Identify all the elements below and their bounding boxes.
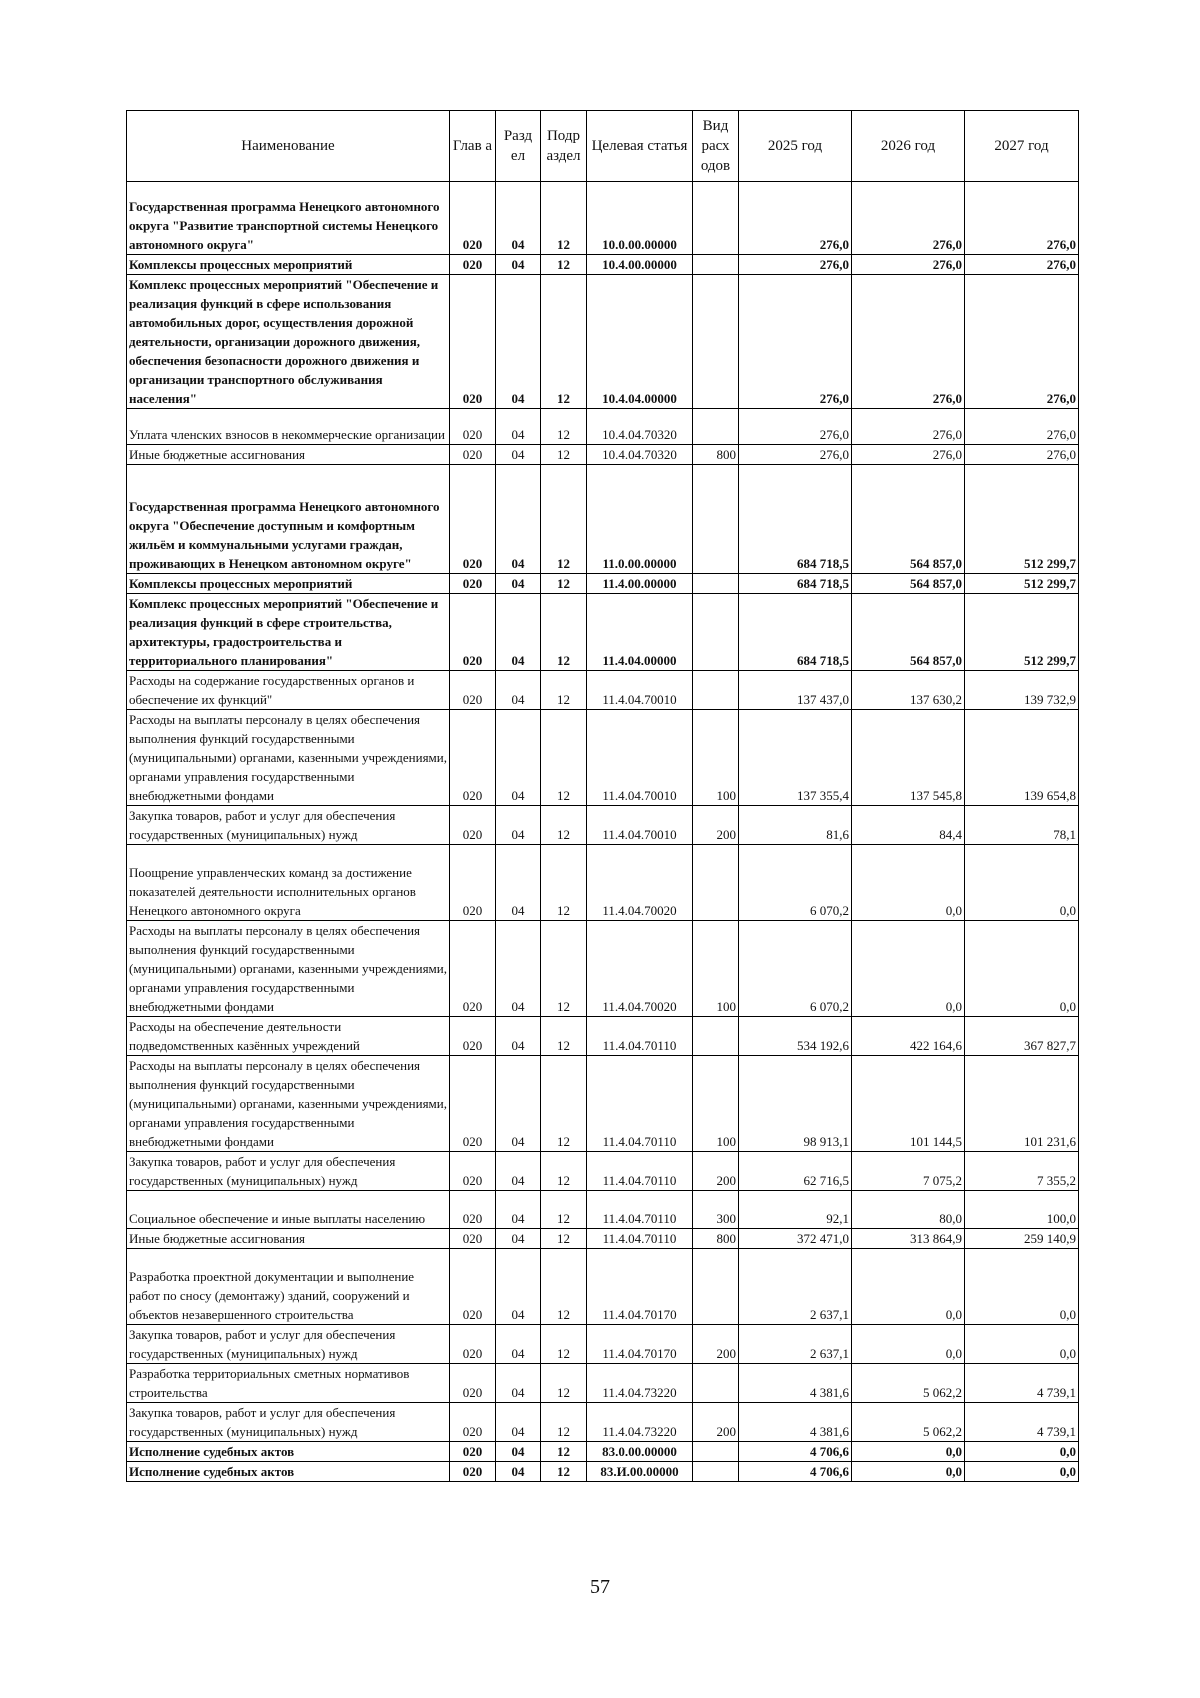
table-row <box>127 1229 1079 1249</box>
row-2026: 313 864,9 <box>852 1229 965 1249</box>
row-2026: 137 630,2 <box>852 671 965 710</box>
row-razdel: 04 <box>496 1442 541 1462</box>
row-name: Комплекс процессных мероприятий "Обеспечение и реализация функций в сфере использования автомобильных дорог, осуществления дорожной деятельности, организации дорожного движения, обеспечения безопасности дорожного движения и организации транспортного обслуживания населения" <box>127 275 450 409</box>
table-row <box>127 1191 1079 1229</box>
table-row <box>127 445 1079 465</box>
row-2025: 137 437,0 <box>739 671 852 710</box>
row-2026: 0,0 <box>852 1462 965 1482</box>
row-podrazdel: 12 <box>541 1191 587 1229</box>
header-target: Целевая статья <box>587 111 693 182</box>
row-vid: 800 <box>693 1229 739 1249</box>
table-row <box>127 1325 1079 1364</box>
row-vid <box>693 465 739 574</box>
row-2026: 80,0 <box>852 1191 965 1229</box>
row-2027: 0,0 <box>965 921 1079 1017</box>
row-name: Закупка товаров, работ и услуг для обеспечения государственных (муниципальных) нужд <box>127 1403 450 1442</box>
row-name: Закупка товаров, работ и услуг для обеспечения государственных (муниципальных) нужд <box>127 1325 450 1364</box>
row-2027: 0,0 <box>965 1325 1079 1364</box>
row-glava: 020 <box>450 1364 496 1403</box>
row-2026: 5 062,2 <box>852 1403 965 1442</box>
row-name: Закупка товаров, работ и услуг для обеспечения государственных (муниципальных) нужд <box>127 806 450 845</box>
header-podrazdel: Подр аздел <box>541 111 587 182</box>
table-row <box>127 594 1079 671</box>
row-razdel: 04 <box>496 845 541 921</box>
row-glava: 020 <box>450 1462 496 1482</box>
row-glava: 020 <box>450 1056 496 1152</box>
row-2025: 81,6 <box>739 806 852 845</box>
row-razdel: 04 <box>496 465 541 574</box>
row-razdel: 04 <box>496 1249 541 1325</box>
row-podrazdel: 12 <box>541 1017 587 1056</box>
row-2025: 684 718,5 <box>739 574 852 594</box>
row-2025: 137 355,4 <box>739 710 852 806</box>
row-2025: 276,0 <box>739 275 852 409</box>
row-podrazdel: 12 <box>541 182 587 255</box>
row-razdel: 04 <box>496 574 541 594</box>
row-razdel: 04 <box>496 445 541 465</box>
row-podrazdel: 12 <box>541 1152 587 1191</box>
row-2026: 101 144,5 <box>852 1056 965 1152</box>
row-vid: 200 <box>693 806 739 845</box>
row-glava: 020 <box>450 1152 496 1191</box>
row-2025: 4 706,6 <box>739 1442 852 1462</box>
row-name: Закупка товаров, работ и услуг для обеспечения государственных (муниципальных) нужд <box>127 1152 450 1191</box>
row-podrazdel: 12 <box>541 1325 587 1364</box>
row-name: Комплексы процессных мероприятий <box>127 255 450 275</box>
row-name: Разработка территориальных сметных нормативов строительства <box>127 1364 450 1403</box>
row-2026: 137 545,8 <box>852 710 965 806</box>
row-2025: 92,1 <box>739 1191 852 1229</box>
row-name: Расходы на выплаты персоналу в целях обеспечения выполнения функций государственными (муниципальными) органами, казенными учреждениями, органами управления государственными внебюджетными фондами <box>127 710 450 806</box>
header-2026: 2026 год <box>852 111 965 182</box>
row-2025: 684 718,5 <box>739 465 852 574</box>
row-razdel: 04 <box>496 409 541 445</box>
row-name: Иные бюджетные ассигнования <box>127 1229 450 1249</box>
row-razdel: 04 <box>496 710 541 806</box>
row-target: 11.4.04.70110 <box>587 1056 693 1152</box>
row-2027: 0,0 <box>965 1462 1079 1482</box>
row-vid: 200 <box>693 1325 739 1364</box>
row-vid: 100 <box>693 1056 739 1152</box>
row-razdel: 04 <box>496 275 541 409</box>
header-vid: Вид расх одов <box>693 111 739 182</box>
row-vid: 800 <box>693 445 739 465</box>
row-name: Поощрение управленческих команд за достижение показателей деятельности исполнительных органов Ненецкого автономного округа <box>127 845 450 921</box>
row-target: 11.4.04.70010 <box>587 671 693 710</box>
row-2027: 78,1 <box>965 806 1079 845</box>
row-razdel: 04 <box>496 1056 541 1152</box>
row-podrazdel: 12 <box>541 1462 587 1482</box>
row-2025: 534 192,6 <box>739 1017 852 1056</box>
row-vid <box>693 1249 739 1325</box>
row-2026: 5 062,2 <box>852 1364 965 1403</box>
row-glava: 020 <box>450 594 496 671</box>
row-glava: 020 <box>450 1249 496 1325</box>
row-name: Государственная программа Ненецкого автономного округа "Обеспечение доступным и комфортным жильём и коммунальными услугами граждан, проживающих в Ненецком автономном округе" <box>127 465 450 574</box>
row-podrazdel: 12 <box>541 921 587 1017</box>
row-2026: 422 164,6 <box>852 1017 965 1056</box>
row-target: 11.4.04.73220 <box>587 1364 693 1403</box>
row-2027: 0,0 <box>965 1442 1079 1462</box>
row-razdel: 04 <box>496 921 541 1017</box>
row-target: 11.4.00.00000 <box>587 574 693 594</box>
row-podrazdel: 12 <box>541 845 587 921</box>
row-razdel: 04 <box>496 1229 541 1249</box>
row-2026: 0,0 <box>852 845 965 921</box>
row-target: 10.0.00.00000 <box>587 182 693 255</box>
row-razdel: 04 <box>496 1325 541 1364</box>
row-2025: 276,0 <box>739 409 852 445</box>
row-glava: 020 <box>450 710 496 806</box>
table-row <box>127 1152 1079 1191</box>
page-number: 57 <box>590 1576 610 1598</box>
row-vid: 200 <box>693 1152 739 1191</box>
row-2026: 84,4 <box>852 806 965 845</box>
row-vid <box>693 409 739 445</box>
row-2026: 0,0 <box>852 1442 965 1462</box>
row-name: Расходы на выплаты персоналу в целях обеспечения выполнения функций государственными (муниципальными) органами, казенными учреждениями, органами управления государственными внебюджетными фондами <box>127 921 450 1017</box>
row-podrazdel: 12 <box>541 255 587 275</box>
row-glava: 020 <box>450 255 496 275</box>
row-2025: 2 637,1 <box>739 1325 852 1364</box>
header-2027: 2027 год <box>965 111 1079 182</box>
budget-table <box>126 110 1079 1482</box>
table-row <box>127 465 1079 574</box>
row-2027: 4 739,1 <box>965 1403 1079 1442</box>
table-row <box>127 806 1079 845</box>
row-podrazdel: 12 <box>541 806 587 845</box>
row-target: 83.И.00.00000 <box>587 1462 693 1482</box>
row-podrazdel: 12 <box>541 1056 587 1152</box>
row-2027: 259 140,9 <box>965 1229 1079 1249</box>
row-glava: 020 <box>450 275 496 409</box>
row-glava: 020 <box>450 409 496 445</box>
row-2025: 276,0 <box>739 255 852 275</box>
row-razdel: 04 <box>496 594 541 671</box>
table-row <box>127 182 1079 255</box>
row-podrazdel: 12 <box>541 1442 587 1462</box>
row-name: Уплата членских взносов в некоммерческие организации <box>127 409 450 445</box>
table-row <box>127 574 1079 594</box>
row-glava: 020 <box>450 921 496 1017</box>
row-target: 11.4.04.70110 <box>587 1152 693 1191</box>
row-target: 11.4.04.70170 <box>587 1325 693 1364</box>
row-2025: 6 070,2 <box>739 845 852 921</box>
header-name: Наименование <box>127 111 450 182</box>
row-name: Иные бюджетные ассигнования <box>127 445 450 465</box>
row-name: Государственная программа Ненецкого автономного округа "Развитие транспортной системы Ненецкого автономного округа" <box>127 182 450 255</box>
row-target: 83.0.00.00000 <box>587 1442 693 1462</box>
row-2027: 0,0 <box>965 845 1079 921</box>
row-2026: 564 857,0 <box>852 465 965 574</box>
row-vid <box>693 275 739 409</box>
row-vid <box>693 1442 739 1462</box>
row-name: Комплекс процессных мероприятий "Обеспечение и реализация функций в сфере строительства, архитектуры, градостроительства и территориального планирования" <box>127 594 450 671</box>
row-2027: 0,0 <box>965 1249 1079 1325</box>
row-glava: 020 <box>450 806 496 845</box>
row-vid <box>693 1017 739 1056</box>
row-podrazdel: 12 <box>541 1249 587 1325</box>
row-2027: 139 654,8 <box>965 710 1079 806</box>
row-target: 11.4.04.70110 <box>587 1191 693 1229</box>
row-2025: 62 716,5 <box>739 1152 852 1191</box>
row-2025: 4 381,6 <box>739 1403 852 1442</box>
row-glava: 020 <box>450 671 496 710</box>
table-row <box>127 1056 1079 1152</box>
row-target: 11.4.04.70010 <box>587 806 693 845</box>
row-2027: 367 827,7 <box>965 1017 1079 1056</box>
row-2027: 7 355,2 <box>965 1152 1079 1191</box>
row-glava: 020 <box>450 845 496 921</box>
row-vid <box>693 1364 739 1403</box>
row-2027: 276,0 <box>965 255 1079 275</box>
row-podrazdel: 12 <box>541 465 587 574</box>
row-razdel: 04 <box>496 182 541 255</box>
row-2027: 512 299,7 <box>965 594 1079 671</box>
row-podrazdel: 12 <box>541 275 587 409</box>
row-2026: 276,0 <box>852 182 965 255</box>
table-row <box>127 921 1079 1017</box>
row-2026: 564 857,0 <box>852 594 965 671</box>
row-2026: 0,0 <box>852 921 965 1017</box>
row-2027: 139 732,9 <box>965 671 1079 710</box>
row-target: 11.4.04.70110 <box>587 1017 693 1056</box>
table-row <box>127 1462 1079 1482</box>
row-2025: 684 718,5 <box>739 594 852 671</box>
table-row <box>127 1364 1079 1403</box>
row-razdel: 04 <box>496 1403 541 1442</box>
row-vid: 100 <box>693 921 739 1017</box>
row-glava: 020 <box>450 465 496 574</box>
row-vid <box>693 182 739 255</box>
row-2026: 276,0 <box>852 255 965 275</box>
row-name: Расходы на выплаты персоналу в целях обеспечения выполнения функций государственными (муниципальными) органами, казенными учреждениями, органами управления государственными внебюджетными фондами <box>127 1056 450 1152</box>
row-razdel: 04 <box>496 671 541 710</box>
row-glava: 020 <box>450 1442 496 1462</box>
row-glava: 020 <box>450 1325 496 1364</box>
row-target: 11.4.04.70010 <box>587 710 693 806</box>
row-glava: 020 <box>450 445 496 465</box>
row-name: Разработка проектной документации и выполнение работ по сносу (демонтажу) зданий, сооружений и объектов незавершенного строительства <box>127 1249 450 1325</box>
row-vid <box>693 255 739 275</box>
header-razdel: Разд ел <box>496 111 541 182</box>
row-2027: 100,0 <box>965 1191 1079 1229</box>
row-razdel: 04 <box>496 806 541 845</box>
row-razdel: 04 <box>496 1017 541 1056</box>
row-vid: 100 <box>693 710 739 806</box>
row-razdel: 04 <box>496 1364 541 1403</box>
table-row <box>127 1403 1079 1442</box>
row-2027: 276,0 <box>965 445 1079 465</box>
table-row <box>127 409 1079 445</box>
row-razdel: 04 <box>496 1152 541 1191</box>
row-podrazdel: 12 <box>541 710 587 806</box>
row-podrazdel: 12 <box>541 1364 587 1403</box>
row-2025: 4 706,6 <box>739 1462 852 1482</box>
row-razdel: 04 <box>496 1191 541 1229</box>
row-target: 11.4.04.73220 <box>587 1403 693 1442</box>
row-name: Исполнение судебных актов <box>127 1462 450 1482</box>
row-2025: 6 070,2 <box>739 921 852 1017</box>
row-2026: 7 075,2 <box>852 1152 965 1191</box>
row-target: 11.4.04.70020 <box>587 845 693 921</box>
row-target: 11.4.04.70170 <box>587 1249 693 1325</box>
row-2025: 276,0 <box>739 182 852 255</box>
table-row <box>127 275 1079 409</box>
row-vid <box>693 574 739 594</box>
row-2027: 512 299,7 <box>965 465 1079 574</box>
row-glava: 020 <box>450 1229 496 1249</box>
row-target: 11.4.04.70020 <box>587 921 693 1017</box>
table-row <box>127 671 1079 710</box>
row-vid: 300 <box>693 1191 739 1229</box>
row-glava: 020 <box>450 574 496 594</box>
row-vid <box>693 671 739 710</box>
row-vid <box>693 1462 739 1482</box>
row-podrazdel: 12 <box>541 1403 587 1442</box>
row-vid <box>693 845 739 921</box>
table-row <box>127 845 1079 921</box>
row-target: 11.4.04.00000 <box>587 594 693 671</box>
row-2025: 276,0 <box>739 445 852 465</box>
row-name: Расходы на обеспечение деятельности подведомственных казённых учреждений <box>127 1017 450 1056</box>
row-2026: 276,0 <box>852 275 965 409</box>
row-podrazdel: 12 <box>541 574 587 594</box>
table-row <box>127 1442 1079 1462</box>
row-target: 11.0.00.00000 <box>587 465 693 574</box>
row-glava: 020 <box>450 1017 496 1056</box>
row-2026: 0,0 <box>852 1249 965 1325</box>
table-header-row <box>127 111 1079 182</box>
row-2027: 512 299,7 <box>965 574 1079 594</box>
row-2026: 0,0 <box>852 1325 965 1364</box>
row-glava: 020 <box>450 1403 496 1442</box>
row-2027: 101 231,6 <box>965 1056 1079 1152</box>
row-glava: 020 <box>450 182 496 255</box>
row-2027: 276,0 <box>965 182 1079 255</box>
row-2025: 372 471,0 <box>739 1229 852 1249</box>
row-razdel: 04 <box>496 255 541 275</box>
row-name: Расходы на содержание государственных органов и обеспечение их функций" <box>127 671 450 710</box>
row-name: Комплексы процессных мероприятий <box>127 574 450 594</box>
row-podrazdel: 12 <box>541 671 587 710</box>
table-body <box>127 182 1079 1482</box>
row-2026: 564 857,0 <box>852 574 965 594</box>
row-2027: 276,0 <box>965 409 1079 445</box>
header-2025: 2025 год <box>739 111 852 182</box>
table-row <box>127 1249 1079 1325</box>
row-target: 10.4.04.70320 <box>587 445 693 465</box>
row-target: 10.4.00.00000 <box>587 255 693 275</box>
row-2026: 276,0 <box>852 445 965 465</box>
row-podrazdel: 12 <box>541 409 587 445</box>
row-2027: 4 739,1 <box>965 1364 1079 1403</box>
row-razdel: 04 <box>496 1462 541 1482</box>
row-name: Социальное обеспечение и иные выплаты населению <box>127 1191 450 1229</box>
table-row <box>127 710 1079 806</box>
row-2025: 2 637,1 <box>739 1249 852 1325</box>
row-podrazdel: 12 <box>541 445 587 465</box>
row-name: Исполнение судебных актов <box>127 1442 450 1462</box>
row-vid <box>693 594 739 671</box>
row-target: 10.4.04.70320 <box>587 409 693 445</box>
row-2027: 276,0 <box>965 275 1079 409</box>
row-2025: 98 913,1 <box>739 1056 852 1152</box>
row-2025: 4 381,6 <box>739 1364 852 1403</box>
row-glava: 020 <box>450 1191 496 1229</box>
row-target: 10.4.04.00000 <box>587 275 693 409</box>
row-2026: 276,0 <box>852 409 965 445</box>
header-glava: Глав а <box>450 111 496 182</box>
row-target: 11.4.04.70110 <box>587 1229 693 1249</box>
row-podrazdel: 12 <box>541 1229 587 1249</box>
row-podrazdel: 12 <box>541 594 587 671</box>
row-vid: 200 <box>693 1403 739 1442</box>
table-row <box>127 255 1079 275</box>
table-row <box>127 1017 1079 1056</box>
